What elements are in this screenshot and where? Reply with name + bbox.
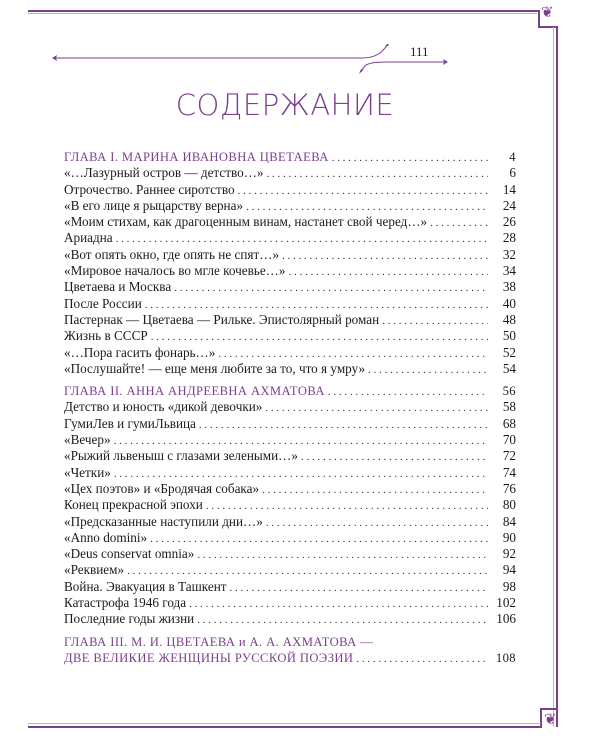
toc-entry[interactable] — [64, 198, 516, 214]
toc-entry-label: «В его лице я рыцарству верна» — [64, 197, 244, 213]
toc-chapter-3[interactable] — [64, 650, 516, 666]
toc-entry[interactable] — [64, 579, 516, 595]
toc-entry-label: «Послушайте! — еще меня любите за то, что я умру» — [64, 360, 366, 376]
toc-entry[interactable] — [64, 214, 516, 230]
toc-page-number: 48 — [502, 311, 516, 327]
toc-entry-label: «…Пора гасить фонарь…» — [64, 344, 216, 360]
toc-entry-label: Последние годы жизни — [64, 611, 195, 627]
toc-entry-label: «Deus conservat omnia» — [64, 546, 195, 562]
dot-leader — [301, 449, 488, 465]
toc-entry-label: Цветаева и Москва — [64, 279, 172, 295]
toc-page-number: 26 — [502, 214, 516, 230]
dot-leader — [189, 596, 488, 612]
toc-entry-label: «Цех поэтов» и «Бродячая собака» — [64, 480, 260, 496]
dot-leader — [127, 563, 488, 579]
dot-leader — [230, 580, 488, 596]
dot-leader — [382, 313, 488, 329]
toc-page-number: 54 — [502, 360, 516, 376]
toc-entry-label: После России — [64, 295, 142, 311]
toc-entry[interactable] — [64, 361, 516, 377]
toc-entry-label: Жизнь в СССР — [64, 328, 148, 344]
toc-chapter-label: ГЛАВА I. МАРИНА ИВАНОВНА ЦВЕТАЕВА — [64, 150, 329, 164]
toc-page-number: 108 — [495, 650, 516, 665]
dot-leader — [116, 231, 488, 247]
dot-leader — [199, 417, 488, 433]
toc-page-number: 56 — [502, 384, 516, 399]
page-title: СОДЕРЖАНИЕ — [175, 88, 395, 122]
toc-entry[interactable] — [64, 165, 516, 181]
toc-chapter-1[interactable] — [64, 149, 516, 165]
toc-entry-label: «Предсказанные наступили дни…» — [64, 513, 263, 529]
toc-chapter-3-line1[interactable]: ГЛАВА III. М. И. ЦВЕТАЕВА и А. А. АХМАТОВА — — [64, 634, 374, 649]
toc-entry[interactable] — [64, 546, 516, 562]
toc-entry-label: Отрочество. Раннее сиротство — [64, 181, 235, 197]
toc-entry[interactable] — [64, 481, 516, 497]
dot-leader — [368, 362, 488, 378]
dot-leader — [197, 547, 488, 563]
page-number: 111 — [410, 44, 429, 59]
frame-border-right — [556, 27, 558, 727]
dot-leader — [218, 346, 488, 362]
toc-entry-label: Детство и юность «дикой девочки» — [64, 399, 263, 415]
toc-chapter-label: ДВЕ ВЕЛИКИЕ ЖЕНЩИНЫ РУССКОЙ ПОЭЗИИ — [64, 650, 354, 665]
dot-leader — [246, 199, 488, 215]
toc-entry[interactable] — [64, 514, 516, 530]
toc-entry-label: «Рыжий львеныш с глазами зелеными…» — [64, 448, 298, 464]
toc-entry-label: «Мировое началось во мгле кочевье…» — [64, 263, 286, 279]
dot-leader — [114, 433, 488, 449]
dot-leader — [151, 329, 488, 345]
frame-border-right-inner — [553, 27, 554, 727]
toc-page-number: 58 — [502, 399, 516, 415]
dot-leader — [328, 384, 488, 400]
toc-entry-label: «Anno domini» — [64, 529, 148, 545]
toc-entry[interactable] — [64, 328, 516, 344]
toc-entry[interactable] — [64, 595, 516, 611]
toc-entry-label: ГумиЛев и гумиЛьвица — [64, 415, 196, 431]
toc-entry[interactable] — [64, 230, 516, 246]
toc-page-number: 4 — [509, 150, 516, 164]
dot-leader — [197, 612, 488, 628]
toc-entry-label: «Четки» — [64, 464, 111, 480]
floral-corner-ornament-icon: ❦ — [541, 3, 554, 21]
toc-entry[interactable] — [64, 611, 516, 627]
toc-chapter-label: ГЛАВА II. АННА АНДРЕЕВНА АХМАТОВА — [64, 384, 325, 399]
toc-entry-label: «Реквием» — [64, 562, 125, 578]
frame-border-bottom-inner — [28, 723, 541, 724]
toc-entry-label: Ариадна — [64, 230, 113, 246]
toc-page-number: 92 — [502, 546, 516, 562]
frame-border-bottom — [28, 726, 542, 728]
dot-leader — [262, 482, 488, 498]
dot-leader — [266, 166, 488, 182]
toc-entry-label: «Вечер» — [64, 432, 111, 448]
toc-page-number: 106 — [496, 611, 516, 627]
toc-chapter-2[interactable] — [64, 383, 516, 399]
dot-leader — [265, 400, 488, 416]
toc-page-number: 80 — [502, 497, 516, 513]
dot-leader — [238, 183, 488, 199]
toc-entry[interactable] — [64, 465, 516, 481]
dot-leader — [174, 280, 488, 296]
toc-entry[interactable] — [64, 279, 516, 295]
toc-page-number: 34 — [502, 263, 516, 279]
toc-entry[interactable] — [64, 312, 516, 328]
toc-entry[interactable] — [64, 296, 516, 312]
toc-entry[interactable] — [64, 416, 516, 432]
table-of-contents — [64, 149, 516, 666]
toc-page-number: 74 — [502, 464, 516, 480]
header-flourish-rule-icon — [50, 44, 450, 84]
toc-page-number: 52 — [502, 344, 516, 360]
toc-page-number: 68 — [502, 415, 516, 431]
toc-page-number: 98 — [502, 578, 516, 594]
toc-entry[interactable] — [64, 399, 516, 415]
frame-corner-top-right-step — [538, 26, 558, 28]
toc-entry[interactable] — [64, 263, 516, 279]
toc-page-number: 70 — [502, 432, 516, 448]
toc-page-number: 102 — [496, 595, 516, 611]
toc-entry-label: «Вот опять окно, где опять не спят…» — [64, 246, 280, 262]
toc-entry-label: Пастернак — Цветаева — Рильке. Эпистолярный роман — [64, 311, 380, 327]
toc-page-number: 90 — [502, 529, 516, 545]
toc-page-number: 94 — [502, 562, 516, 578]
toc-page-number: 76 — [502, 480, 516, 496]
dot-leader — [114, 466, 488, 482]
dot-leader — [356, 651, 488, 667]
toc-entry[interactable] — [64, 497, 516, 513]
toc-page-number: 38 — [502, 279, 516, 295]
dot-leader — [150, 531, 488, 547]
toc-page-number: 28 — [502, 230, 516, 246]
toc-page-number: 40 — [502, 295, 516, 311]
toc-entry-label: Конец прекрасной эпохи — [64, 497, 203, 513]
toc-page-number: 24 — [502, 197, 516, 213]
toc-entry-label: «…Лазурный остров — детство…» — [64, 165, 264, 181]
toc-entry[interactable] — [64, 182, 516, 198]
toc-entry-label: Война. Эвакуация в Ташкент — [64, 578, 227, 594]
frame-border-top-inner — [28, 13, 537, 14]
toc-entry[interactable] — [64, 345, 516, 361]
dot-leader — [206, 498, 488, 514]
floral-corner-ornament-icon: ❦ — [544, 710, 557, 728]
toc-page-number: 6 — [509, 165, 516, 181]
toc-entry[interactable] — [64, 432, 516, 448]
toc-page-number: 50 — [502, 328, 516, 344]
dot-leader — [266, 515, 488, 531]
toc-entry[interactable] — [64, 530, 516, 546]
dot-leader — [332, 150, 488, 166]
dot-leader — [145, 297, 488, 313]
toc-entry-label: «Моим стихам, как драгоценным винам, настанет свой черед…» — [64, 214, 428, 230]
toc-page-number: 32 — [502, 246, 516, 262]
toc-page-number: 72 — [502, 448, 516, 464]
toc-page-number: 14 — [502, 181, 516, 197]
toc-entry[interactable] — [64, 448, 516, 464]
dot-leader — [430, 215, 488, 231]
frame-border-top — [28, 10, 538, 12]
dot-leader — [282, 248, 488, 264]
toc-entry[interactable] — [64, 562, 516, 578]
dot-leader — [288, 264, 488, 280]
toc-page-number: 84 — [502, 513, 516, 529]
toc-entry[interactable] — [64, 247, 516, 263]
toc-entry-label: Катастрофа 1946 года — [64, 595, 187, 611]
